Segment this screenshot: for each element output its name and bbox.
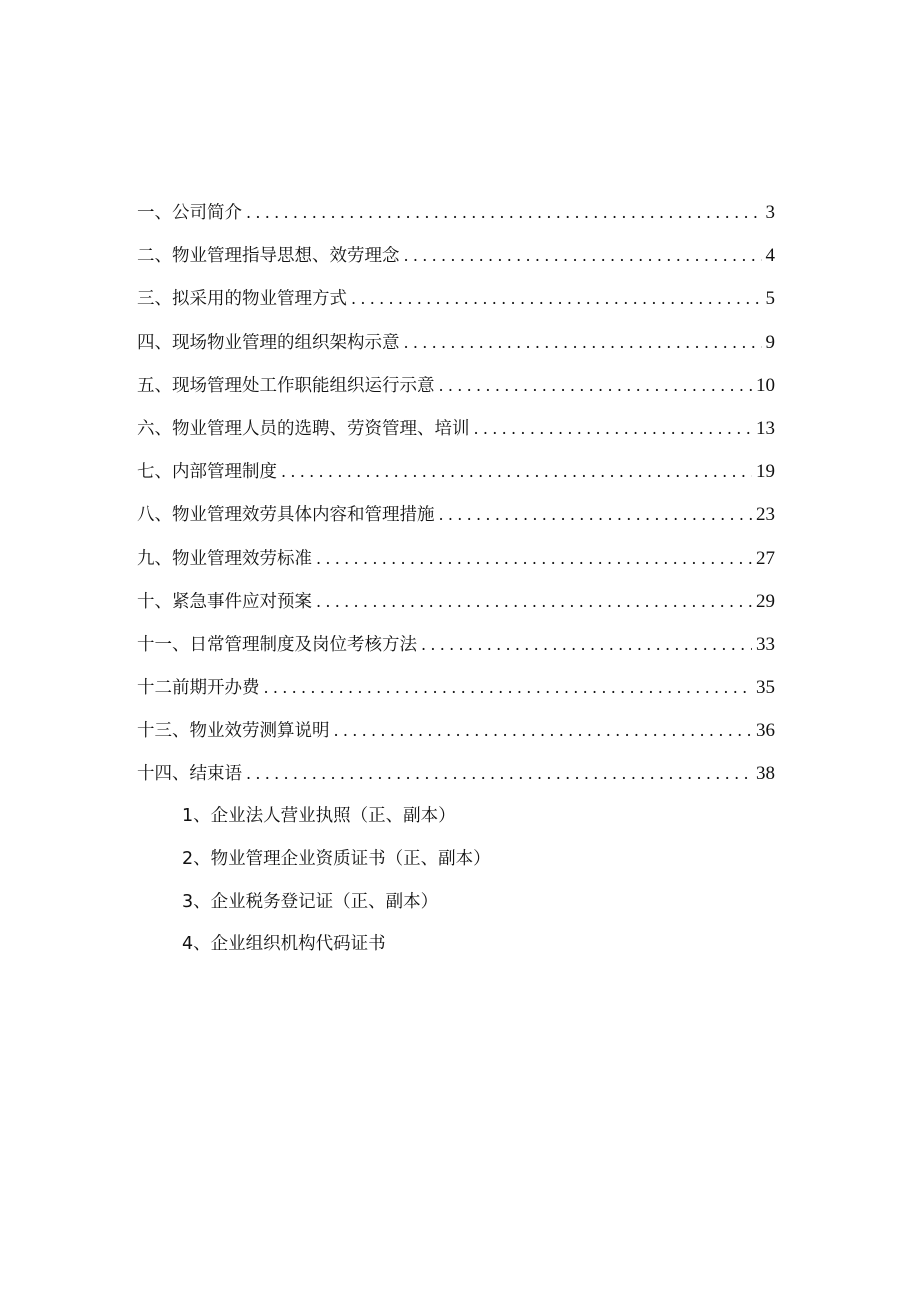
toc-dot-leader xyxy=(334,715,753,747)
toc-entry-title: 十三、物业效劳测算说明 xyxy=(137,721,330,742)
toc-dot-leader xyxy=(316,543,752,575)
toc-entry-page: 36 xyxy=(756,720,775,742)
toc-entry-page: 5 xyxy=(765,288,775,310)
toc-entry-page: 33 xyxy=(756,633,775,655)
toc-entry-page: 13 xyxy=(756,417,775,439)
toc-dot-leader xyxy=(474,413,753,445)
toc-entry[interactable] xyxy=(137,197,775,240)
toc-entry-page: 38 xyxy=(756,763,775,785)
toc-entry-title: 十二前期开办费 xyxy=(137,678,260,699)
toc-entry[interactable] xyxy=(137,370,775,413)
toc-dot-leader xyxy=(404,240,762,272)
toc-entry[interactable] xyxy=(137,413,775,456)
toc-dot-leader xyxy=(316,586,752,618)
toc-entry[interactable] xyxy=(137,543,775,586)
attachment-item: 3、企业税务登记证（正、副本） xyxy=(182,891,439,912)
toc-entry-page: 4 xyxy=(765,245,775,267)
toc-entry-page: 23 xyxy=(756,504,775,526)
toc-entry[interactable] xyxy=(137,672,775,715)
toc-entry-title: 二、物业管理指导思想、效劳理念 xyxy=(137,246,400,267)
attachment-list xyxy=(182,800,742,971)
toc-entry[interactable] xyxy=(137,283,775,326)
toc-entry-page: 9 xyxy=(765,331,775,353)
toc-dot-leader xyxy=(264,672,753,704)
toc-entry[interactable] xyxy=(137,629,775,672)
toc-dot-leader xyxy=(404,327,762,359)
table-of-contents xyxy=(137,197,775,802)
attachment-item: 2、物业管理企业资质证书（正、副本） xyxy=(182,848,491,869)
toc-entry[interactable] xyxy=(137,715,775,758)
toc-entry-title: 一、公司简介 xyxy=(137,203,242,223)
toc-entry-page: 35 xyxy=(756,677,775,699)
toc-dot-leader xyxy=(439,499,753,531)
toc-entry[interactable] xyxy=(137,456,775,499)
toc-entry-page: 29 xyxy=(756,590,775,612)
toc-dot-leader xyxy=(246,758,752,790)
toc-entry-page: 10 xyxy=(756,374,775,396)
toc-entry-title: 八、物业管理效劳具体内容和管理措施 xyxy=(137,505,435,526)
attachment-item: 4、企业组织机构代码证书 xyxy=(182,934,386,955)
toc-dot-leader xyxy=(281,456,752,488)
toc-entry[interactable] xyxy=(137,327,775,370)
toc-entry-title: 四、现场物业管理的组织架构示意 xyxy=(137,332,400,353)
toc-entry[interactable] xyxy=(137,586,775,629)
toc-entry[interactable] xyxy=(137,758,775,801)
attachment-item: 1、企业法人营业执照（正、副本） xyxy=(182,806,456,826)
toc-entry-title: 九、物业管理效劳标准 xyxy=(137,548,312,569)
toc-entry-title: 六、物业管理人员的选聘、劳资管理、培训 xyxy=(137,418,470,439)
toc-entry-title: 十四、结束语 xyxy=(137,764,242,785)
toc-dot-leader xyxy=(439,370,753,402)
toc-dot-leader xyxy=(421,629,752,661)
toc-entry-page: 3 xyxy=(765,202,775,223)
toc-entry-title: 七、内部管理制度 xyxy=(137,462,277,483)
toc-entry-page: 19 xyxy=(756,461,775,483)
toc-dot-leader xyxy=(246,197,762,229)
toc-entry-page: 27 xyxy=(756,547,775,569)
toc-entry-title: 五、现场管理处工作职能组织运行示意 xyxy=(137,375,435,396)
toc-entry-title: 十、紧急事件应对预案 xyxy=(137,591,312,612)
toc-entry[interactable] xyxy=(137,499,775,542)
toc-entry[interactable] xyxy=(137,240,775,283)
toc-dot-leader xyxy=(351,283,762,315)
toc-entry-title: 十一、日常管理制度及岗位考核方法 xyxy=(137,634,417,655)
toc-entry-title: 三、拟采用的物业管理方式 xyxy=(137,289,347,310)
